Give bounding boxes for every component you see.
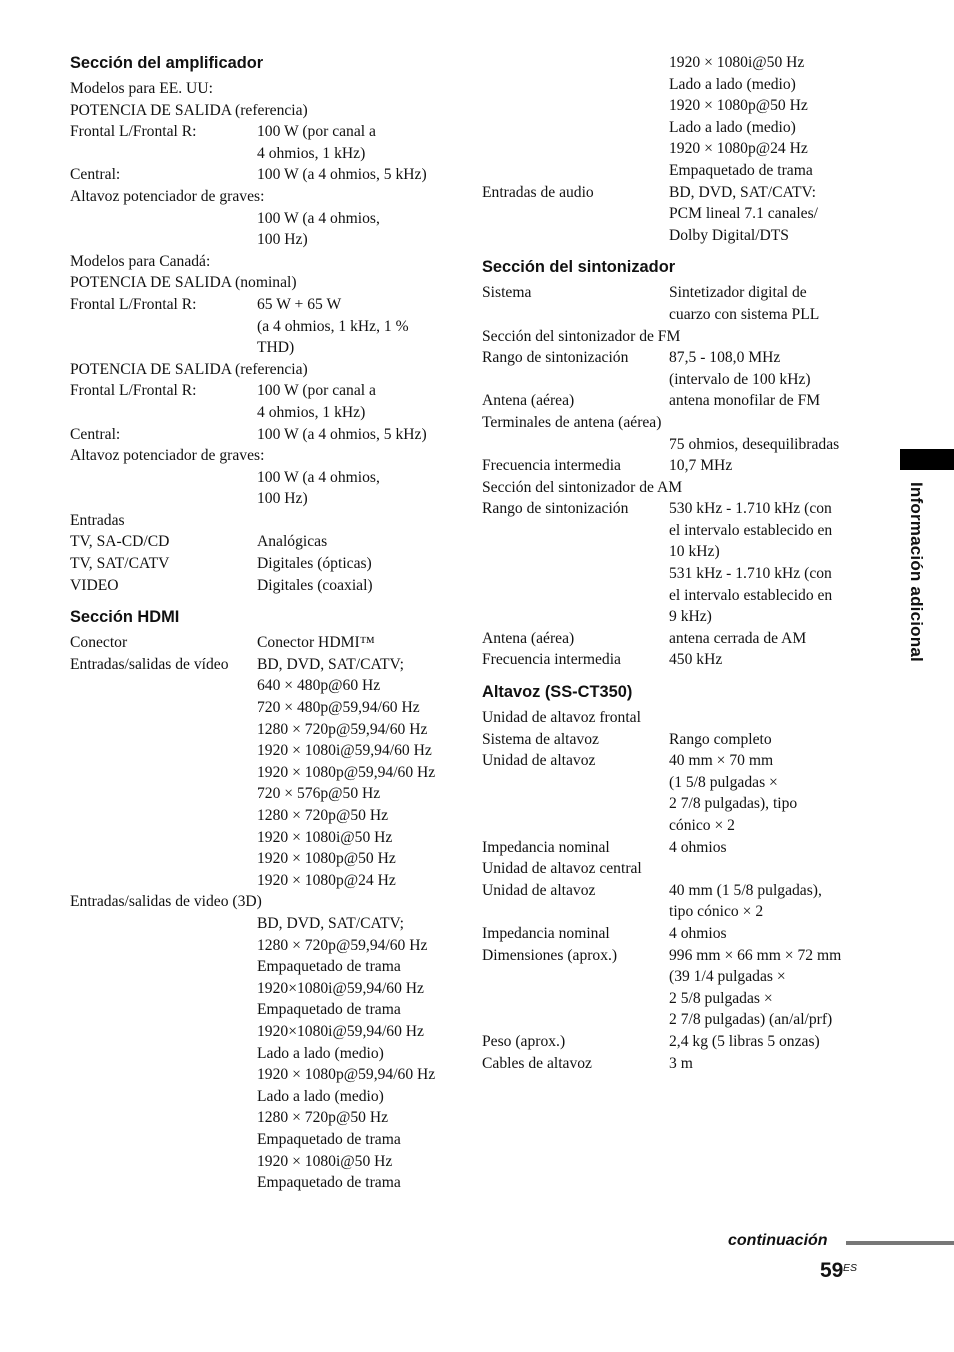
spec-value: 10,7 MHz: [669, 457, 733, 475]
spec-row: [70, 870, 462, 892]
spec-row: [482, 628, 874, 650]
spec-label: Altavoz potenciador de graves:: [70, 187, 265, 205]
spec-value: Digitales (coaxial): [257, 576, 373, 594]
continuation-arrow-icon: [846, 1241, 954, 1245]
spec-value: 450 kHz: [669, 651, 723, 669]
section-heading-seccion-del-amplificador: Sección del amplificador: [70, 54, 264, 72]
spec-row: [70, 316, 462, 338]
spec-value: 2 7/8 pulgadas) (an/al/prf): [669, 1011, 833, 1029]
spec-row: [482, 520, 874, 542]
spec-value: PCM lineal 7.1 canales/: [669, 205, 818, 223]
spec-label: Dimensiones (aprox.): [482, 946, 618, 964]
spec-value: Lado a lado (medio): [669, 118, 796, 136]
spec-value: Rango completo: [669, 730, 772, 748]
spec-value: 40 mm × 70 mm: [669, 752, 774, 770]
spec-label: Frontal L/Frontal R:: [70, 295, 197, 313]
spec-label: Central:: [70, 166, 121, 184]
spec-value: 1920 × 1080i@59,94/60 Hz: [257, 742, 432, 760]
spec-value: 100 W (a 4 ohmios,: [257, 468, 380, 486]
spec-row: [482, 138, 874, 160]
spec-value: 3 m: [669, 1054, 693, 1072]
spec-value: Empaquetado de trama: [257, 1130, 401, 1148]
spec-row: [482, 923, 874, 945]
spec-row: [482, 498, 874, 520]
spec-value: 100 Hz): [257, 490, 308, 508]
page-number-suffix: ES: [843, 1262, 858, 1274]
spec-label: Impedancia nominal: [482, 924, 610, 942]
spec-value: 1920 × 1080p@50 Hz: [257, 850, 396, 868]
spec-value: cónico × 2: [669, 817, 735, 834]
spec-row: [482, 1031, 874, 1053]
spec-row: [482, 95, 874, 117]
spec-row: [70, 1172, 462, 1194]
spec-row: [70, 186, 462, 208]
spec-value: 1920 × 1080i@50 Hz: [669, 54, 805, 71]
spec-row: [70, 467, 462, 489]
spec-value: 720 × 576p@50 Hz: [257, 785, 381, 803]
spec-value: 100 W (a 4 ohmios,: [257, 209, 380, 227]
spec-row: [70, 1064, 462, 1086]
spec-row: [70, 229, 462, 251]
spec-value: 9 kHz): [669, 608, 712, 626]
spec-row: [70, 359, 462, 381]
spec-row: [70, 380, 462, 402]
spec-value: 2 7/8 pulgadas), tipo: [669, 795, 798, 813]
spec-row: [482, 477, 874, 499]
spec-row: [70, 935, 462, 957]
spec-label: Rango de sintonización: [482, 500, 629, 518]
spec-value: 100 W (por canal a: [257, 382, 376, 400]
spec-value: 100 W (por canal a: [257, 123, 376, 141]
spec-row: [482, 585, 874, 607]
spec-value: BD, DVD, SAT/CATV;: [257, 914, 404, 932]
spec-row: [482, 390, 874, 412]
spec-label: Entradas: [70, 511, 125, 529]
spec-label: Entradas/salidas de vídeo: [70, 655, 229, 673]
spec-label: POTENCIA DE SALIDA (referencia): [70, 101, 308, 119]
spec-row: [482, 225, 874, 247]
spec-row: [482, 1009, 874, 1031]
spec-value: 1920 × 1080p@50 Hz: [669, 97, 808, 115]
spec-value: 1280 × 720p@59,94/60 Hz: [257, 936, 428, 954]
spec-row: [482, 606, 874, 628]
spec-value: 530 kHz - 1.710 kHz (con: [669, 500, 832, 518]
spec-row: [70, 1107, 462, 1129]
spec-row: [70, 956, 462, 978]
spec-row: [70, 654, 462, 676]
spec-value: 1920 × 1080p@59,94/60 Hz: [257, 763, 436, 781]
spec-value: (intervalo de 100 kHz): [669, 370, 811, 388]
spec-label: Unidad de altavoz: [482, 752, 596, 770]
spec-label: Conector: [70, 634, 128, 652]
spec-label: Sistema: [482, 284, 532, 302]
spec-label: VIDEO: [70, 576, 119, 594]
spec-row: [482, 182, 874, 204]
side-tab-label: Información adicional: [907, 482, 926, 662]
spec-label: POTENCIA DE SALIDA (nominal): [70, 274, 297, 292]
spec-value: 1920 × 1080p@59,94/60 Hz: [257, 1066, 436, 1084]
spec-row: [70, 510, 462, 532]
spec-value: 1920×1080i@59,94/60 Hz: [257, 979, 424, 997]
spec-row: [70, 1129, 462, 1151]
spec-row: [482, 563, 874, 585]
spec-label: Sección del sintonizador de AM: [482, 478, 683, 496]
spec-value: 100 Hz): [257, 231, 308, 249]
spec-value: 1280 × 720p@50 Hz: [257, 807, 389, 824]
spec-label: Peso (aprox.): [482, 1032, 566, 1050]
spec-value: 65 W + 65 W: [257, 295, 342, 313]
spec-row: [70, 1086, 462, 1108]
spec-row: [482, 793, 874, 815]
page-number: 59: [820, 1259, 844, 1282]
spec-value: Dolby Digital/DTS: [669, 226, 789, 244]
spec-row: [482, 945, 874, 967]
spec-row: [482, 880, 874, 902]
spec-row: [70, 848, 462, 870]
spec-row: [70, 121, 462, 143]
spec-value: Digitales (ópticas): [257, 555, 372, 573]
spec-row: [482, 412, 874, 434]
spec-row: [70, 675, 462, 697]
spec-row: [482, 750, 874, 772]
spec-value: Conector HDMI™: [257, 634, 375, 652]
spec-row: [70, 827, 462, 849]
spec-value: Empaquetado de trama: [257, 1174, 401, 1192]
spec-row: [482, 858, 874, 880]
spec-row: [70, 719, 462, 741]
spec-value: Lado a lado (medio): [257, 1087, 384, 1105]
spec-value: Lado a lado (medio): [257, 1044, 384, 1062]
spec-value: 4 ohmios, 1 kHz): [257, 403, 366, 421]
spec-label: Modelos para EE. UU:: [70, 80, 213, 97]
spec-value: 1920×1080i@59,94/60 Hz: [257, 1022, 424, 1040]
spec-value: 1280 × 720p@50 Hz: [257, 1109, 389, 1127]
spec-row: [70, 805, 462, 827]
spec-value: 40 mm (1 5/8 pulgadas),: [669, 881, 822, 899]
spec-row: [482, 707, 874, 729]
spec-value: 2 5/8 pulgadas ×: [669, 989, 773, 1007]
spec-row: [482, 837, 874, 859]
spec-label: Sistema de altavoz: [482, 730, 599, 748]
spec-label: Sección del sintonizador de FM: [482, 327, 681, 345]
spec-value: Analógicas: [257, 533, 328, 551]
spec-row: [70, 208, 462, 230]
spec-value: (a 4 ohmios, 1 kHz, 1 %: [257, 317, 409, 335]
spec-label: Frontal L/Frontal R:: [70, 382, 197, 400]
spec-value: 87,5 - 108,0 MHz: [669, 349, 781, 367]
spec-row: [70, 402, 462, 424]
section-heading-seccion-hdmi: Sección HDMI: [70, 608, 180, 627]
spec-label: Frecuencia intermedia: [482, 651, 621, 669]
spec-label: Central:: [70, 425, 121, 443]
spec-value: 531 kHz - 1.710 kHz (con: [669, 565, 832, 583]
spec-row: [70, 251, 462, 273]
spec-row: [482, 772, 874, 794]
spec-row: [482, 649, 874, 671]
spec-row: [70, 100, 462, 122]
spec-label: TV, SAT/CATV: [70, 555, 170, 573]
spec-row: [482, 117, 874, 139]
spec-value: 4 ohmios: [669, 924, 727, 942]
spec-row: [70, 294, 462, 316]
spec-row: [70, 272, 462, 294]
spec-label: Entradas/salidas de video (3D): [70, 893, 262, 911]
spec-row: [482, 74, 874, 96]
spec-value: (1 5/8 pulgadas ×: [669, 773, 778, 791]
spec-row: [70, 762, 462, 784]
spec-row: [482, 434, 874, 456]
spec-label: Antena (aérea): [482, 629, 575, 647]
spec-value: 4 ohmios: [669, 838, 727, 856]
spec-label: Unidad de altavoz: [482, 881, 596, 899]
spec-value: 10 kHz): [669, 543, 720, 561]
spec-row: [70, 1043, 462, 1065]
spec-value: 1920 × 1080p@24 Hz: [257, 871, 396, 889]
spec-value: 4 ohmios, 1 kHz): [257, 144, 366, 162]
spec-value: BD, DVD, SAT/CATV:: [669, 183, 816, 201]
left-column: [70, 52, 462, 1194]
spec-row: [482, 901, 874, 923]
spec-row: [70, 783, 462, 805]
spec-row: [70, 632, 462, 654]
spec-row: [482, 326, 874, 348]
spec-row: [482, 966, 874, 988]
spec-label: Impedancia nominal: [482, 838, 610, 856]
spec-row: [70, 999, 462, 1021]
spec-row: [70, 978, 462, 1000]
spec-row: [70, 164, 462, 186]
spec-row: [482, 369, 874, 391]
spec-row: [482, 160, 874, 182]
spec-value: 1280 × 720p@59,94/60 Hz: [257, 720, 428, 738]
spec-row: [70, 143, 462, 165]
spec-label: Frecuencia intermedia: [482, 457, 621, 475]
spec-row: [482, 541, 874, 563]
continuation-label: continuación: [728, 1232, 828, 1249]
spec-row: [70, 575, 462, 597]
spec-value: el intervalo establecido en: [669, 586, 833, 604]
spec-row: [482, 347, 874, 369]
spec-row: [70, 424, 462, 446]
spec-row: [70, 445, 462, 467]
spec-label: Cables de altavoz: [482, 1054, 592, 1072]
spec-value: (39 1/4 pulgadas ×: [669, 968, 786, 986]
spec-row: [70, 740, 462, 762]
spec-value: Sintetizador digital de: [669, 284, 807, 302]
spec-row: [482, 282, 874, 304]
spec-label: Entradas de audio: [482, 183, 594, 201]
spec-label: Rango de sintonización: [482, 349, 629, 367]
spec-value: 100 W (a 4 ohmios, 5 kHz): [257, 166, 427, 184]
spec-label: Unidad de altavoz central: [482, 860, 642, 878]
spec-row: [70, 78, 462, 100]
spec-label: Modelos para Canadá:: [70, 252, 211, 270]
spec-row: [70, 891, 462, 913]
spec-label: Frontal L/Frontal R:: [70, 123, 197, 141]
spec-value: 2,4 kg (5 libras 5 onzas): [669, 1032, 820, 1050]
spec-value: 720 × 480p@59,94/60 Hz: [257, 699, 420, 717]
spec-row: [482, 304, 874, 326]
spec-row: [482, 203, 874, 225]
spec-value: antena monofilar de FM: [669, 392, 821, 410]
spec-row: [482, 455, 874, 477]
spec-value: antena cerrada de AM: [669, 629, 807, 647]
spec-value: 75 ohmios, desequilibradas: [669, 435, 840, 453]
section-heading-altavoz-ss-ct350: Altavoz (SS-CT350): [482, 683, 633, 702]
spec-value: 1920 × 1080i@50 Hz: [257, 828, 393, 846]
spec-value: Empaquetado de trama: [669, 161, 813, 179]
side-tab-marker: [900, 449, 954, 470]
spec-row: [70, 337, 462, 359]
spec-label: Terminales de antena (aérea): [482, 413, 662, 431]
spec-label: TV, SA-CD/CD: [70, 533, 170, 551]
spec-label: Unidad de altavoz frontal: [482, 709, 641, 727]
spec-value: 1920 × 1080p@24 Hz: [669, 140, 808, 158]
spec-row: [482, 815, 874, 837]
spec-row: [70, 488, 462, 510]
spec-row: [482, 729, 874, 751]
spec-value: el intervalo establecido en: [669, 521, 833, 539]
spec-label: Altavoz potenciador de graves:: [70, 447, 265, 465]
spec-value: THD): [257, 339, 295, 357]
spec-value: 100 W (a 4 ohmios, 5 kHz): [257, 425, 427, 443]
spec-value: 640 × 480p@60 Hz: [257, 677, 381, 695]
spec-row: [70, 697, 462, 719]
spec-row: [70, 1151, 462, 1173]
spec-row: [70, 1021, 462, 1043]
spec-value: 996 mm × 66 mm × 72 mm: [669, 946, 842, 964]
spec-value: cuarzo con sistema PLL: [669, 305, 820, 323]
spec-row: [70, 553, 462, 575]
spec-row: [70, 531, 462, 553]
right-column: [482, 52, 874, 1074]
spec-label: Antena (aérea): [482, 392, 575, 410]
spec-value: tipo cónico × 2: [669, 903, 764, 921]
spec-row: [70, 913, 462, 935]
section-heading-seccion-del-sintonizador: Sección del sintonizador: [482, 258, 676, 277]
spec-label: POTENCIA DE SALIDA (referencia): [70, 360, 308, 378]
spec-value: BD, DVD, SAT/CATV;: [257, 655, 404, 673]
spec-value: Lado a lado (medio): [669, 75, 796, 93]
spec-row: [482, 988, 874, 1010]
spec-row: [482, 52, 874, 74]
spec-value: Empaquetado de trama: [257, 958, 401, 976]
spec-row: [482, 1053, 874, 1075]
spec-value: Empaquetado de trama: [257, 1001, 401, 1019]
spec-value: 1920 × 1080i@50 Hz: [257, 1152, 393, 1170]
